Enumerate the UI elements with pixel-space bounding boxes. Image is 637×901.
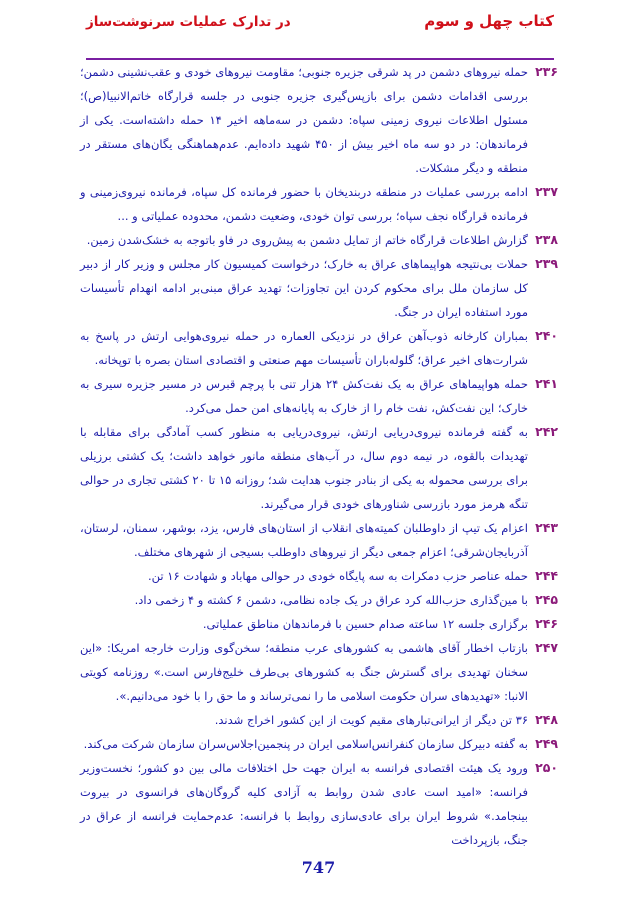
entry-number: ۲۳۹ [535,256,558,271]
chronology-entry [80,732,558,756]
entry-number: ۲۴۰ [535,328,558,343]
entry-text: بمباران کارخانه ذوب‌آهن عراق در نزدیکی العماره در حمله نیروی‌هوایی ارتش در پاسخ به شرارت‌های اخیر عراق؛ گلوله‌باران تأسیسات مهم صنعتی و اقتصادی استان بصره با توپخانه. [80,329,528,367]
entry-number: ۲۴۵ [535,592,558,607]
chronology-list [80,60,558,852]
entry-text: حملات بی‌نتیجه هواپیماهای عراق به خارک؛ درخواست کمیسیون کار مجلس و وزیر کار از دبیر کل سازمان ملل برای محکوم کردن این تجاوزات؛ تهدید عراق مبنی‌بر ادامه انهدام تأسیسات مورد استفاده ایران در جنگ. [80,257,528,319]
entry-number: ۲۴۶ [535,616,558,631]
chronology-entry [80,252,558,324]
chronology-entry [80,564,558,588]
entry-number: ۲۴۱ [535,376,558,391]
entry-number: ۲۴۷ [535,640,558,655]
entry-text: ۳۶ تن دیگر از ایرانی‌تبارهای مقیم کویت از این کشور اخراج شدند. [214,713,528,727]
chronology-entry [80,708,558,732]
entry-text: ورود یک هیئت اقتصادی فرانسه به ایران جهت حل اختلافات مالی بین دو کشور؛ نخست‌وزیر فرانسه: «امید است عادی شدن روابط به آزادی کلیه گروگان‌های فرانسوی در بیروت بینجامد.» شروط ایران برای عادی‌سازی روابط با فرانسه: عدم‌حمایت فرانسه از عراق در جنگ، بازپرداخت [80,761,528,847]
entry-number: ۲۳۶ [535,64,558,79]
entry-number: ۲۴۸ [535,712,558,727]
entry-number: ۲۴۳ [535,520,558,535]
entry-text: به گفته فرمانده نیروی‌دریایی ارتش، نیروی‌دریایی به منظور کسب آمادگی برای مقابله با تهدیدات بالقوه، در نیمه دوم سال، در آب‌های منطقه مانور خواهد داشت؛ یک کشتی برزیلی برای بررسی محموله به یکی از بنادر جنوب هدایت شد؛ روزانه ۱۵ تا ۲۰ کشتی تجاری در حوالی تنگه هرمز مورد بازرسی شناورهای خودی قرار می‌گیرند. [80,425,529,511]
chronology-entry [80,372,558,420]
entry-text: حمله نیروهای دشمن در پد شرقی جزیره جنوبی؛ مقاومت نیروهای خودی و عقب‌نشینی دشمن؛ بررسی اقدامات دشمن برای بازپس‌گیری جزیره جنوبی در جلسه قرارگاه خاتم‌الانبیا(ص)؛ مسئول اطلاعات نیروی زمینی سپاه: دشمن در سه‌ماهه اخیر ۱۴ حمله داشته‌است. یکی از فرماندهان: در دو سه ماه اخیر بیش از ۴۵۰ شهید داده‌ایم. عدم‌هماهنگی یگان‌های مستقر در منطقه و دیگر مشکلات. [80,65,528,175]
entry-text: حمله عناصر حزب دمکرات به سه پایگاه خودی در حوالی مهاباد و شهادت ۱۶ تن. [148,569,528,583]
entry-number: ۲۵۰ [535,760,558,775]
chronology-entry [80,420,558,516]
chronology-entry [80,588,558,612]
entry-text: حمله هواپیماهای عراق به یک نفت‌کش ۲۴ هزار تنی با پرچم قبرس در مسیر جزیره سیری به خارک؛ این نفت‌کش، نفت خام را از خارک به پایانه‌های امن حمل می‌کرد. [80,377,528,415]
chronology-entry [80,612,558,636]
entry-text: بازتاب اخطار آقای هاشمی به کشورهای عرب منطقه؛ سخن‌گوی وزارت خارجه امریکا: «این سخنان تهدیدی برای گسترش جنگ به کشورهای بی‌طرف خلیج‌فارس است.» روزنامه کویتی الانبا: «تهدیدهای سران حکومت اسلامی ما را نمی‌ترساند و ما حق را با خود می‌دانیم.». [80,641,528,703]
entry-number: ۲۴۲ [535,424,558,439]
chronology-entry [80,636,558,708]
page-header [86,8,554,60]
entry-number: ۲۴۹ [535,736,558,751]
entry-text: گزارش اطلاعات قرارگاه خاتم از تمایل دشمن به پیش‌روی در فاو باتوجه به خشک‌شدن زمین. [86,233,528,247]
entry-text: ادامه بررسی عملیات در منطقه دربندیخان با حضور فرمانده کل سپاه، فرمانده نیروی‌زمینی و فرمانده قرارگاه نجف سپاه؛ بررسی توان خودی، وضعیت دشمن، محدوده عملیاتی و ... [80,185,528,223]
entry-text: برگزاری جلسه ۱۲ ساعته صدام حسین با فرماندهان مناطق عملیاتی. [202,617,528,631]
chronology-entry [80,60,558,180]
page-number: 747 [301,858,336,877]
entry-number: ۲۴۴ [535,568,558,583]
chronology-entry [80,516,558,564]
entry-number: ۲۳۷ [535,184,558,199]
chronology-entry [80,756,558,852]
chronology-entry [80,228,558,252]
entry-text: با مین‌گذاری حزب‌الله کرد عراق در یک جاده نظامی، دشمن ۶ کشته و ۴ زخمی داد. [134,593,528,607]
chronology-entry [80,324,558,372]
entry-number: ۲۳۸ [535,232,558,247]
book-title: کتاب چهل و سوم [424,12,554,30]
chapter-subtitle: در تدارک عملیات سرنوشت‌ساز [86,14,291,30]
chronology-entry [80,180,558,228]
entry-text: اعزام یک تیپ از داوطلبان کمیته‌های انقلاب از استان‌های فارس، یزد، بوشهر، سمنان، لرستان، آذربایجان‌شرقی؛ اعزام جمعی دیگر از نیروهای داوطلب بسیجی از شهرهای مختلف. [80,521,528,559]
entry-text: به گفته دبیرکل سازمان کنفرانس‌اسلامی ایران در پنجمین‌اجلاس‌سران سازمان شرکت می‌کند. [83,737,528,751]
